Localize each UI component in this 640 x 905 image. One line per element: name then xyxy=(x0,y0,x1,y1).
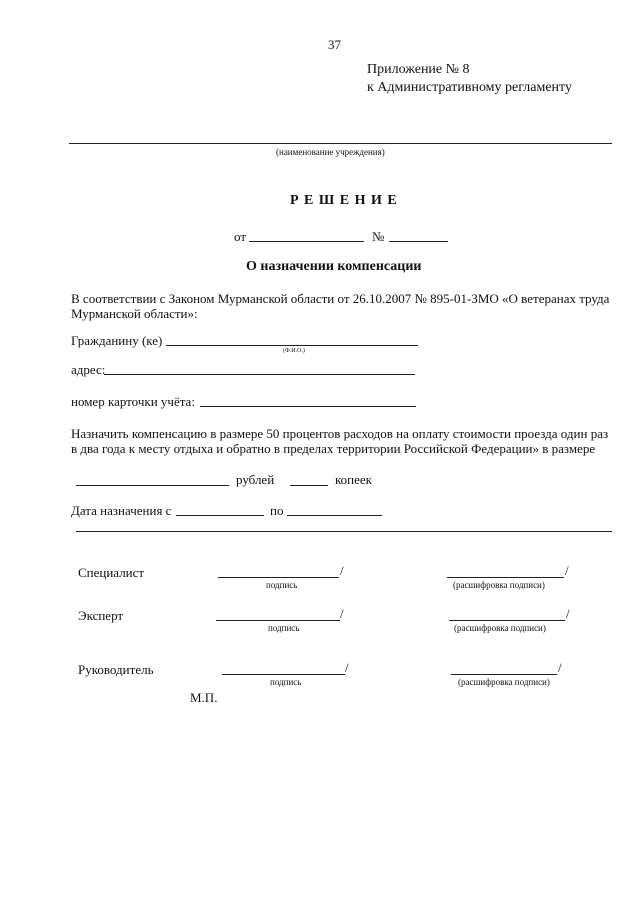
expert-slash: / xyxy=(340,606,344,621)
number-label: № xyxy=(372,229,385,244)
document-title: Р Е Ш Е Н И Е xyxy=(290,193,398,208)
role-head: Руководитель xyxy=(78,662,154,677)
address-field xyxy=(104,374,415,375)
institution-caption: (наименование учреждения) xyxy=(276,147,385,157)
expert-sign-field xyxy=(216,620,340,621)
citizen-label: Гражданину (ке) xyxy=(71,333,163,348)
specialist-slash: / xyxy=(340,563,344,578)
assign-line-2: в два года к месту отдыха и обратно в пределах территории Российской Федерации» в размере xyxy=(71,441,596,456)
stamp-label: М.П. xyxy=(190,690,218,705)
specialist-decode-caption: (расшифровка подписи) xyxy=(453,580,545,590)
expert-decode-caption: (расшифровка подписи) xyxy=(454,623,546,633)
number-field xyxy=(389,241,448,242)
expert-sign-caption: подпись xyxy=(268,623,300,633)
head-decode-slash: / xyxy=(558,660,562,675)
assign-date-to-field xyxy=(287,515,382,516)
expert-decode-field xyxy=(449,620,565,621)
expert-decode-slash: / xyxy=(566,606,570,621)
head-sign-field xyxy=(222,674,345,675)
card-field xyxy=(200,406,416,407)
rubles-field xyxy=(76,485,229,486)
assign-date-to-label: по xyxy=(270,503,284,518)
head-decode-caption: (расшифровка подписи) xyxy=(458,677,550,687)
date-from-label: от xyxy=(234,229,247,244)
head-slash: / xyxy=(345,660,349,675)
citizen-field xyxy=(166,345,418,346)
specialist-sign-caption: подпись xyxy=(266,580,298,590)
institution-line xyxy=(69,143,612,144)
kopecks-field xyxy=(290,485,328,486)
specialist-decode-field xyxy=(447,577,564,578)
specialist-decode-slash: / xyxy=(565,563,569,578)
document-subtitle: О назначении компенсации xyxy=(246,259,422,274)
fio-caption: (Ф.И.О.) xyxy=(283,348,305,354)
intro-line-2: Мурманской области»: xyxy=(71,306,198,321)
head-sign-caption: подпись xyxy=(270,677,302,687)
assign-date-from-field xyxy=(176,515,264,516)
head-decode-field xyxy=(451,674,557,675)
separator-line xyxy=(76,531,612,532)
rubles-label: рублей xyxy=(236,472,275,487)
appendix-line-2: к Административному регламенту xyxy=(367,80,572,95)
date-field xyxy=(249,241,364,242)
role-expert: Эксперт xyxy=(78,608,124,623)
page-number: 37 xyxy=(328,37,341,52)
assign-line-1: Назначить компенсацию в размере 50 процентов расходов на оплату стоимости проезда один раз xyxy=(71,426,609,441)
specialist-sign-field xyxy=(218,577,339,578)
kopecks-label: копеек xyxy=(335,472,372,487)
appendix-line-1: Приложение № 8 xyxy=(367,62,470,77)
card-label: номер карточки учёта: xyxy=(71,394,195,409)
role-specialist: Специалист xyxy=(78,565,145,580)
address-label: адрес: xyxy=(71,362,106,377)
assign-date-label: Дата назначения с xyxy=(71,503,172,518)
intro-line-1: В соответствии с Законом Мурманской области от 26.10.2007 № 895-01-ЗМО «О ветеранах труда xyxy=(71,291,610,306)
